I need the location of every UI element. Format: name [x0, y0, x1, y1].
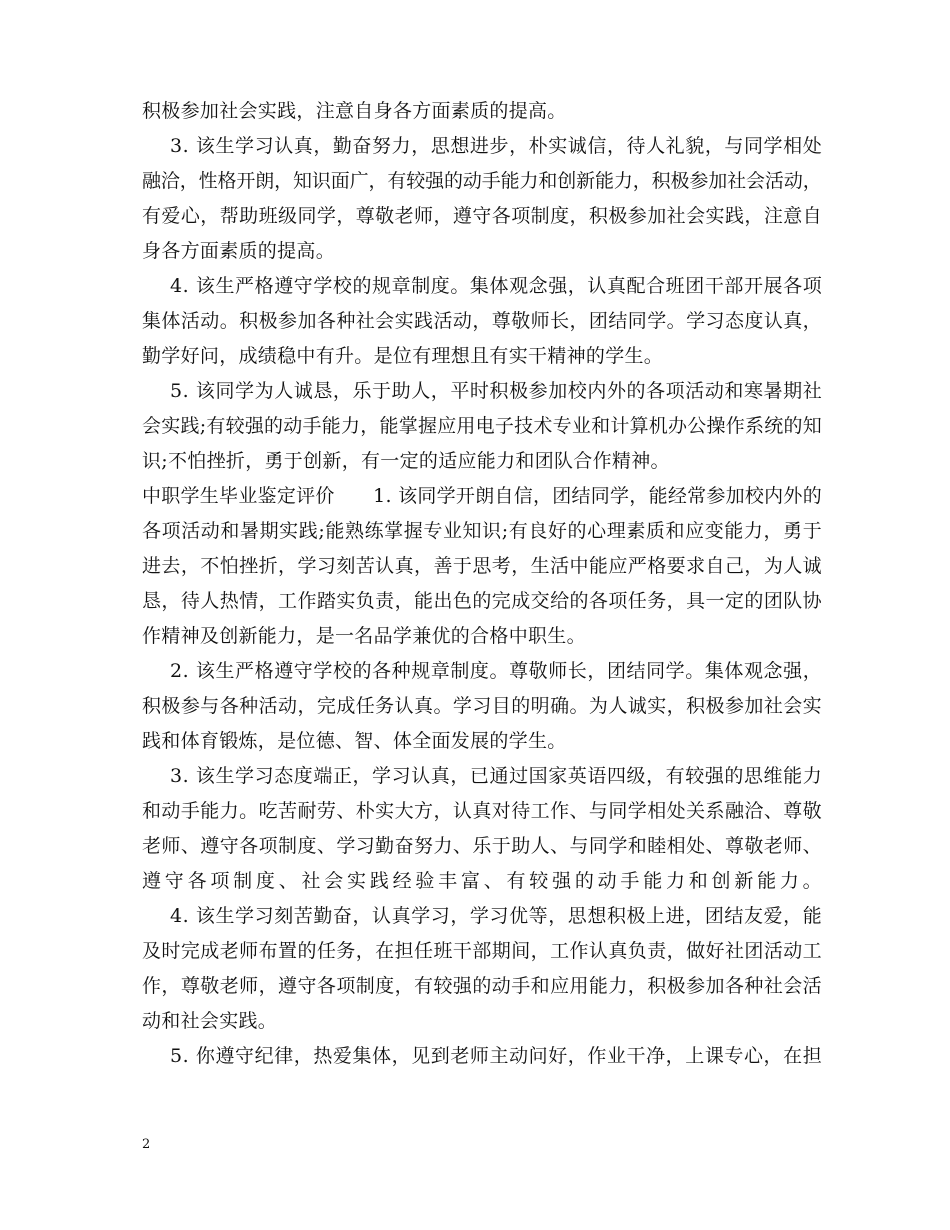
text-line: 作精神及创新能力，是一名品学兼优的合格中职生。 — [142, 625, 586, 647]
text-line: 会实践;有较强的动手能力，能掌握应用电子技术专业和计算机办公操作系统的知 — [142, 415, 822, 437]
text-line: 3. 该生学习认真，勤奋努力，思想进步，朴实诚信，待人礼貌，与同学相处 — [170, 135, 823, 157]
text-line: 识;不怕挫折，勇于创新，有一定的适应能力和团队合作精神。 — [142, 450, 670, 472]
text-line: 4. 该生严格遵守学校的规章制度。集体观念强，认真配合班团干部开展各项 — [170, 275, 823, 297]
page-number: 2 — [142, 1137, 151, 1152]
text-line: 有爱心，帮助班级同学，尊敬老师，遵守各项制度，积极参加社会实践，注意自 — [142, 205, 823, 227]
text-line: 融洽，性格开朗，知识面广，有较强的动手能力和创新能力，积极参加社会活动， — [142, 170, 822, 192]
text-line: 积极参与各种活动，完成任务认真。学习目的明确。为人诚实，积极参加社会实 — [142, 695, 823, 717]
text-line: 5. 你遵守纪律，热爱集体，见到老师主动问好，作业干净，上课专心，在担 — [170, 1045, 823, 1067]
text-line: 3. 该生学习态度端正，学习认真，已通过国家英语四级，有较强的思维能力 — [170, 765, 823, 787]
text-line: 各项活动和暑期实践;能熟练掌握专业知识;有良好的心理素质和应变能力，勇于 — [142, 520, 823, 542]
text-line: 积极参加社会实践，注意自身各方面素质的提高。 — [142, 100, 567, 122]
text-line: 老师、遵守各项制度、学习勤奋努力、乐于助人、与同学和睦相处、尊敬老师、 — [142, 835, 823, 857]
text-line: 集体活动。积极参加各种社会实践活动，尊敬师长，团结同学。学习态度认真， — [142, 310, 823, 332]
text-line: 及时完成老师布置的任务，在担任班干部期间，工作认真负责，做好社团活动工 — [142, 940, 823, 962]
text-line: 勤学好问，成绩稳中有升。是位有理想且有实干精神的学生。 — [142, 345, 664, 367]
text-line: 4. 该生学习刻苦勤奋，认真学习，学习优等，思想积极上进，团结友爱，能 — [170, 905, 823, 927]
text-line: 中职学生毕业鉴定评价 1. 该同学开朗自信，团结同学，能经常参加校内外的 — [142, 485, 822, 507]
text-line: 践和体育锻炼，是位德、智、体全面发展的学生。 — [142, 730, 567, 752]
text-line: 2. 该生严格遵守学校的各种规章制度。尊敬师长，团结同学。集体观念强， — [170, 660, 823, 682]
text-line: 遵守各项制度、社会实践经验丰富、有较强的动手能力和创新能力。 — [142, 870, 826, 892]
text-line: 进去，不怕挫折，学习刻苦认真，善于思考，生活中能应严格要求自己，为人诚 — [142, 555, 823, 577]
text-line: 身各方面素质的提高。 — [142, 240, 336, 262]
text-line: 恳，待人热情，工作踏实负责，能出色的完成交给的各项任务，具一定的团队协 — [142, 590, 823, 612]
text-line: 动和社会实践。 — [142, 1010, 278, 1032]
text-line: 作，尊敬老师，遵守各项制度，有较强的动手和应用能力，积极参加各种社会活 — [142, 975, 823, 997]
text-line: 5. 该同学为人诚恳，乐于助人，平时积极参加校内外的各项活动和寒暑期社 — [170, 380, 823, 402]
text-line: 和动手能力。吃苦耐劳、朴实大方，认真对待工作、与同学相处关系融洽、尊敬 — [142, 800, 823, 822]
